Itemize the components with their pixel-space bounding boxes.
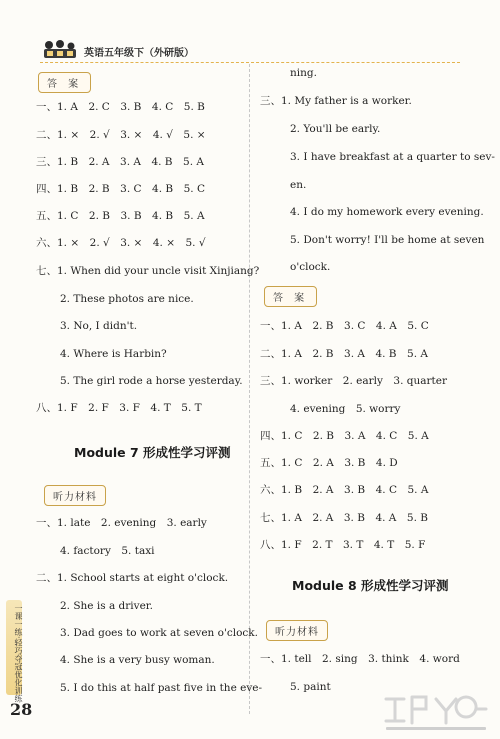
header-rule [40, 62, 460, 63]
answer-line: 七、1. When did your uncle visit Xinjiang? [36, 265, 260, 277]
answer-line: 八、1. F 2. F 3. F 4. T 5. T [36, 402, 202, 414]
answer-line: 三、1. B 2. A 3. A 4. B 5. A [36, 156, 204, 168]
answer-line: 二、1. A 2. B 3. A 4. B 5. A [260, 348, 428, 360]
listening-line: 2. You'll be early. [290, 123, 381, 135]
answer-line: 3. No, I didn't. [60, 320, 138, 332]
answer-line: 一、1. A 2. C 3. B 4. C 5. B [36, 101, 205, 113]
listening-line: en. [290, 179, 307, 191]
listening-tag-left: 听力材料 [44, 485, 106, 506]
module-8-title: Module 8 形成性学习评测 [292, 578, 449, 593]
listening-line: 3. I have breakfast at a quarter to sev- [290, 151, 495, 163]
answer-line: 六、1. × 2. √ 3. × 4. × 5. √ [36, 237, 206, 249]
listening-tag-right: 听力材料 [266, 620, 328, 641]
listening-line: 5. Don't worry! I'll be home at seven [290, 234, 485, 246]
page-number: 28 [10, 700, 33, 719]
listening-line: 一、1. tell 2. sing 3. think 4. word [260, 653, 460, 665]
listening-line: 二、1. School starts at eight o'clock. [36, 572, 229, 584]
listening-line: 5. paint [290, 681, 331, 693]
watermark-logo-icon [380, 691, 492, 733]
answer-line: 二、1. × 2. √ 3. × 4. √ 5. × [36, 129, 206, 141]
listening-line: 4. She is a very busy woman. [60, 654, 215, 666]
answer-tag-right: 答 案 [264, 286, 317, 307]
module-7-title: Module 7 形成性学习评测 [74, 445, 231, 460]
listening-line: 5. I do this at half past five in the eve- [60, 682, 263, 694]
answer-line: 八、1. F 2. T 3. T 4. T 5. F [260, 539, 426, 551]
column-divider [249, 64, 250, 714]
answer-line: 六、1. B 2. A 3. B 4. C 5. A [260, 484, 429, 496]
answer-line: 5. The girl rode a horse yesterday. [60, 375, 243, 387]
listening-line: 三、1. My father is a worker. [260, 95, 412, 107]
book-title: 英语五年级下（外研版） [84, 48, 194, 59]
listening-line: 4. factory 5. taxi [60, 545, 155, 557]
listening-line: 2. She is a driver. [60, 600, 153, 612]
listening-line: 3. Dad goes to work at seven o'clock. [60, 627, 258, 639]
side-series-label: 一课一练·轻巧夺冠优化训练 [14, 604, 23, 703]
answer-line: 4. evening 5. worry [290, 403, 401, 415]
answer-line: 五、1. C 2. A 3. B 4. D [260, 457, 398, 469]
answer-line: 三、1. worker 2. early 3. quarter [260, 375, 447, 387]
answer-line: 四、1. B 2. B 3. C 4. B 5. C [36, 183, 205, 195]
listening-line: 一、1. late 2. evening 3. early [36, 517, 207, 529]
answer-line: 2. These photos are nice. [60, 293, 194, 305]
answer-line: 一、1. A 2. B 3. C 4. A 5. C [260, 320, 429, 332]
listening-line: ning. [290, 67, 317, 79]
answer-line: 四、1. C 2. B 3. A 4. C 5. A [260, 430, 429, 442]
students-logo-icon [40, 38, 80, 60]
listening-line: o'clock. [290, 261, 331, 273]
answer-line: 五、1. C 2. B 3. B 4. B 5. A [36, 210, 205, 222]
answer-line: 七、1. A 2. A 3. B 4. A 5. B [260, 512, 428, 524]
answer-line: 4. Where is Harbin? [60, 348, 167, 360]
listening-line: 4. I do my homework every evening. [290, 206, 484, 218]
answer-tag-left: 答 案 [38, 72, 91, 93]
